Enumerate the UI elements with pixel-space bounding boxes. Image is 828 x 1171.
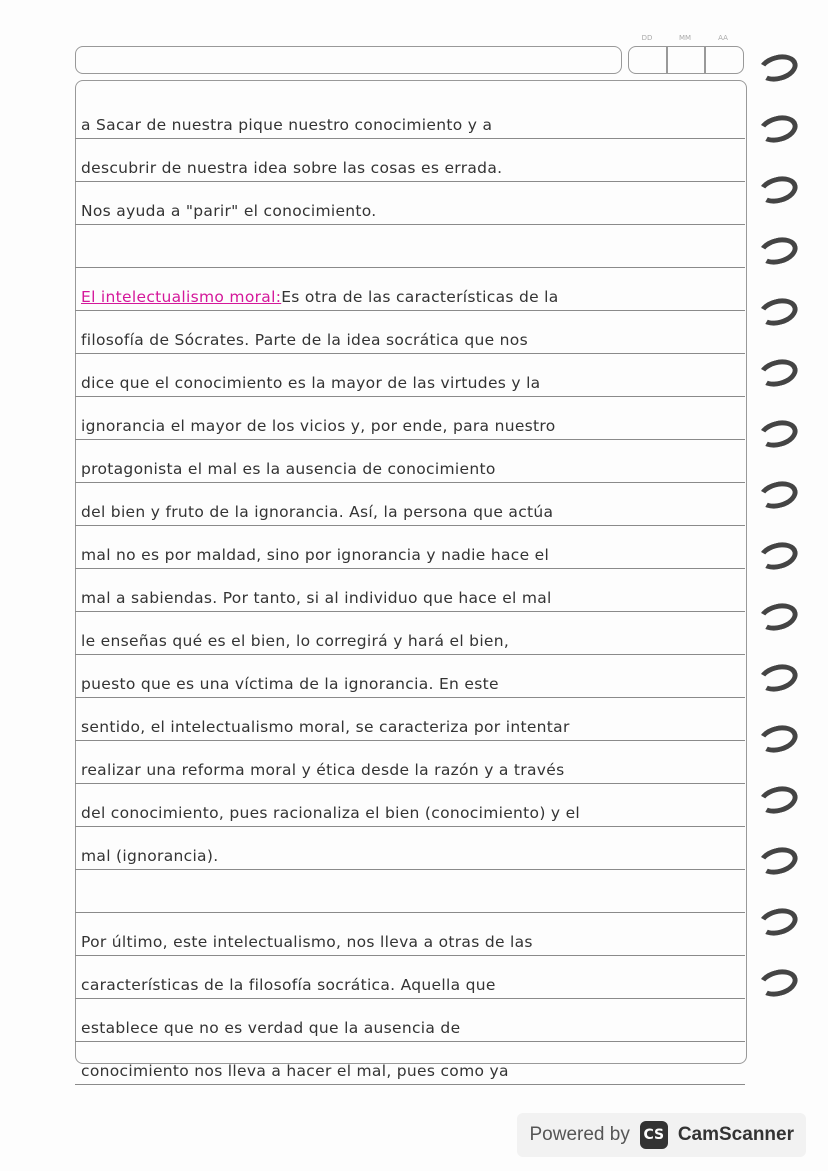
powered-by-text: Powered by — [529, 1124, 630, 1145]
line-text: filosofía de Sócrates. Parte de la idea socrática que nos — [81, 331, 528, 349]
line-text: protagonista el mal es la ausencia de conocimiento — [81, 460, 496, 478]
line-text: realizar una reforma moral y ética desde la razón y a través — [81, 761, 565, 779]
handwritten-lines — [75, 96, 745, 1085]
notebook-line — [75, 268, 745, 311]
notebook-line — [75, 139, 745, 182]
line-text: mal no es por maldad, sino por ignorancia y nadie hace el — [81, 546, 550, 564]
date-box-month — [666, 46, 706, 74]
date-box-year — [704, 46, 744, 74]
notebook-line — [75, 440, 745, 483]
spiral-ring-icon — [755, 843, 800, 878]
line-text: conocimiento nos lleva a hacer el mal, pues como ya — [81, 1062, 509, 1080]
spiral-ring-icon — [755, 294, 800, 329]
camscanner-brand: CamScanner — [677, 1124, 794, 1145]
camscanner-logo-icon: CS — [640, 1121, 668, 1149]
date-label-month: MM — [678, 34, 692, 42]
date-label-day: DD — [641, 34, 653, 42]
spiral-ring-icon — [755, 782, 800, 817]
notebook-line — [75, 870, 745, 913]
line-text: del bien y fruto de la ignorancia. Así, la persona que actúa — [81, 503, 554, 521]
spiral-ring-icon — [755, 416, 800, 451]
line-text: puesto que es una víctima de la ignorancia. En este — [81, 675, 499, 693]
notebook-line — [75, 612, 745, 655]
notebook-header-bar — [75, 46, 622, 74]
line-text: le enseñas qué es el bien, lo corregirá y hará el bien, — [81, 632, 510, 650]
spiral-ring-icon — [755, 477, 800, 512]
line-text: establece que no es verdad que la ausencia de — [81, 1019, 461, 1037]
notebook-line — [75, 956, 745, 999]
notebook-line — [75, 526, 745, 569]
spiral-ring-icon — [755, 721, 800, 756]
notebook-line — [75, 741, 745, 784]
notebook-line — [75, 397, 745, 440]
spiral-ring-icon — [755, 172, 800, 207]
line-text: Nos ayuda a "parir" el conocimiento. — [81, 202, 377, 220]
spiral-ring-icon — [755, 355, 800, 390]
line-text: dice que el conocimiento es la mayor de las virtudes y la — [81, 374, 541, 392]
line-text-rest: Es otra de las características de la — [281, 288, 559, 306]
notebook-line — [75, 311, 745, 354]
spiral-ring-icon — [755, 50, 800, 85]
notebook-line — [75, 784, 745, 827]
notebook-line — [75, 354, 745, 397]
notebook-line — [75, 999, 745, 1042]
line-text: descubrir de nuestra idea sobre las cosas es errada. — [81, 159, 503, 177]
line-text: mal a sabiendas. Por tanto, si al individuo que hace el mal — [81, 589, 552, 607]
date-label-year: AA — [718, 34, 728, 42]
line-text: sentido, el intelectualismo moral, se caracteriza por intentar — [81, 718, 570, 736]
notebook-line — [75, 913, 745, 956]
notebook-line — [75, 698, 745, 741]
notebook-line — [75, 483, 745, 526]
line-text: mal (ignorancia). — [81, 847, 219, 865]
spiral-binding — [758, 55, 798, 1031]
spiral-ring-icon — [755, 904, 800, 939]
spiral-ring-icon — [755, 233, 800, 268]
spiral-ring-icon — [755, 660, 800, 695]
line-text: del conocimiento, pues racionaliza el bien (conocimiento) y el — [81, 804, 581, 822]
spiral-ring-icon — [755, 965, 800, 1000]
section-heading: El intelectualismo moral: — [81, 288, 282, 306]
notebook-line — [75, 96, 745, 139]
line-text: ignorancia el mayor de los vicios y, por ende, para nuestro — [81, 417, 556, 435]
line-text: características de la filosofía socrática. Aquella que — [81, 976, 496, 994]
date-box-day — [628, 46, 668, 74]
notebook-line — [75, 1042, 745, 1085]
spiral-ring-icon — [755, 111, 800, 146]
spiral-ring-icon — [755, 538, 800, 573]
line-text: a Sacar de nuestra pique nuestro conocimiento y a — [81, 116, 493, 134]
line-text — [81, 288, 559, 306]
notebook-line — [75, 182, 745, 225]
notebook-line — [75, 655, 745, 698]
notebook-line — [75, 225, 745, 268]
spiral-ring-icon — [755, 599, 800, 634]
line-text: Por último, este intelectualismo, nos lleva a otras de las — [81, 933, 533, 951]
notebook-line — [75, 569, 745, 612]
notebook-line — [75, 827, 745, 870]
camscanner-watermark — [517, 1113, 806, 1157]
